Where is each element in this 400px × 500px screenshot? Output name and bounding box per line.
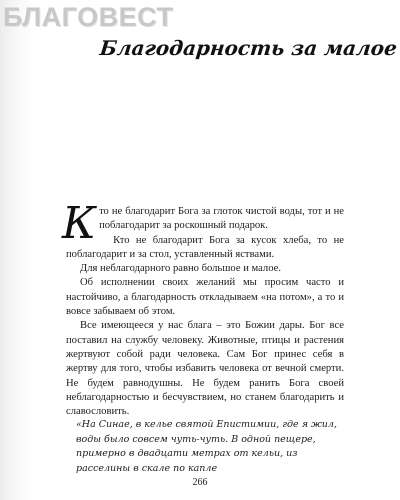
body-text: [62, 198, 344, 419]
quote-block: [76, 418, 342, 476]
page-number: 266: [192, 477, 208, 488]
paragraph-text: то не благодарит Бога за глоток чистой воды, тот и не поблагодарит за роскошный подарок.: [99, 206, 344, 232]
paragraph: Кто не благодарит Бога за кусок хлеба, то не поблагодарит и за стол, уставленный яствами.: [66, 234, 344, 260]
watermark-logo: БЛАГОВЕСТ: [3, 2, 174, 32]
paragraph: Все имеющееся у нас блага – это Божии дары. Бог все поставил на службу человеку. Животные, птицы и растения жертвуют собой ради человека. Сам Бог принес себя в жертву для того, чтобы избавить человека от вечной смерти. Не будем равнодушны. Не будем ранить Бога своей неблагодарностью и бесчувствием, но станем благодарить и славословить.: [66, 320, 344, 418]
drop-cap: К: [62, 198, 97, 249]
paragraph: Об исполнении своих желаний мы просим часто и настойчиво, а благодарность откладываем «на потом», а то и вовсе забываем об этом.: [66, 277, 344, 318]
paragraph: Для неблагодарного равно большое и малое.: [80, 263, 281, 275]
chapter-title: Благодарность за малое: [98, 36, 399, 60]
page-edge-shadow: [0, 0, 34, 500]
quote-text: «На Синае, в келье святой Епистимии, где я жил, воды было совсем чуть-чуть. В одной пещере, примерно в двадцати метрах от кельи, из расселины в скале по капле: [76, 419, 337, 474]
